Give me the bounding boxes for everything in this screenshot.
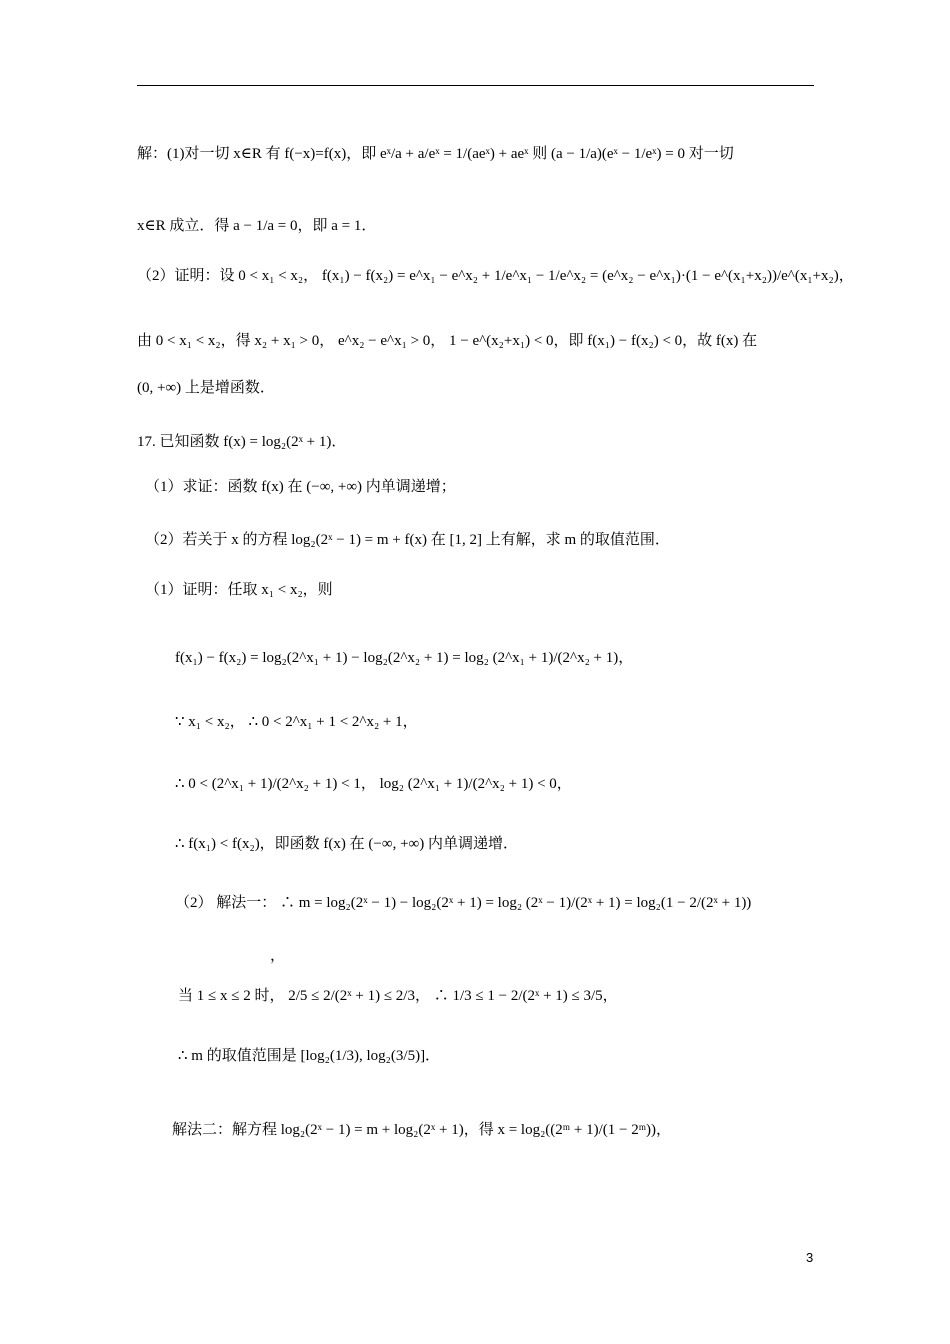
page-number: 3 xyxy=(806,1250,814,1265)
text-line: （1）求证：函数 f(x) 在 (−∞, +∞) 内单调递增； xyxy=(145,479,456,495)
text-line: 由 0 < x₁ < x₂，得 x₂ + x₁ > 0， e^x₂ − e^x₁ > 0， 1 − e^(x₂+x₁) < 0，即 f(x₁) − f(x₂) < 0，故 f(x) 在 xyxy=(137,333,758,349)
formula-line: 解法二：解方程 log₂(2ˣ − 1) = m + log₂(2ˣ + 1)，得 x = log₂((2ᵐ + 1)/(1 − 2ᵐ))， xyxy=(172,1122,672,1138)
text-line: 解：(1)对一切 x∈R 有 f(−x)=f(x)，即 eˣ/a + a/eˣ = 1/(aeˣ) + aeˣ 则 (a − 1/a)(eˣ − 1/eˣ) = 0 对一切 xyxy=(137,146,734,162)
formula-line: ∴ f(x₁) < f(x₂)，即函数 f(x) 在 (−∞, +∞) 内单调递增． xyxy=(175,836,518,852)
text-line: （2）若关于 x 的方程 log₂(2ˣ − 1) = m + f(x) 在 [1, 2] 上有解，求 m 的取值范围． xyxy=(145,532,670,548)
formula-line: 当 1 ≤ x ≤ 2 时， 2/5 ≤ 2/(2ˣ + 1) ≤ 2/3， ∴ 1/3 ≤ 1 − 2/(2ˣ + 1) ≤ 3/5， xyxy=(178,988,618,1004)
text-line: （1）证明：任取 x₁ < x₂，则 xyxy=(145,582,333,598)
formula-line: ∴ m 的取值范围是 [log₂(1/3), log₂(3/5)]． xyxy=(178,1048,441,1064)
formula-line: （2） 解法一： ∴ m = log₂(2ˣ − 1) − log₂(2ˣ + 1) = log₂ (2ˣ − 1)/(2ˣ + 1) = log₂(1 − 2/(2ˣ + 1)) xyxy=(175,895,752,911)
formula-line: ∴ 0 < (2^x₁ + 1)/(2^x₂ + 1) < 1， log₂ (2^x₁ + 1)/(2^x₂ + 1) < 0， xyxy=(175,776,572,792)
text-line: x∈R 成立．得 a − 1/a = 0，即 a = 1． xyxy=(137,218,377,234)
formula-line: f(x₁) − f(x₂) = log₂(2^x₁ + 1) − log₂(2^x₂ + 1) = log₂ (2^x₁ + 1)/(2^x₂ + 1)， xyxy=(175,650,634,666)
text-line: (0, +∞) 上是增函数． xyxy=(137,380,275,396)
problem-17-statement: 17. 已知函数 f(x) = log₂(2ˣ + 1)． xyxy=(137,434,347,450)
text-line: （2）证明：设 0 < x₁ < x₂， f(x₁) − f(x₂) = e^x₁ − e^x₂ + 1/e^x₁ − 1/e^x₂ = (e^x₂ − e^x₁)·(1 − e^(x₁+x₂))/e^(x₁+x₂)， xyxy=(137,268,854,284)
header-rule xyxy=(137,85,814,86)
formula-line: ∵ x₁ < x₂， ∴ 0 < 2^x₁ + 1 < 2^x₂ + 1， xyxy=(175,714,418,730)
text-line: ， xyxy=(270,948,286,964)
